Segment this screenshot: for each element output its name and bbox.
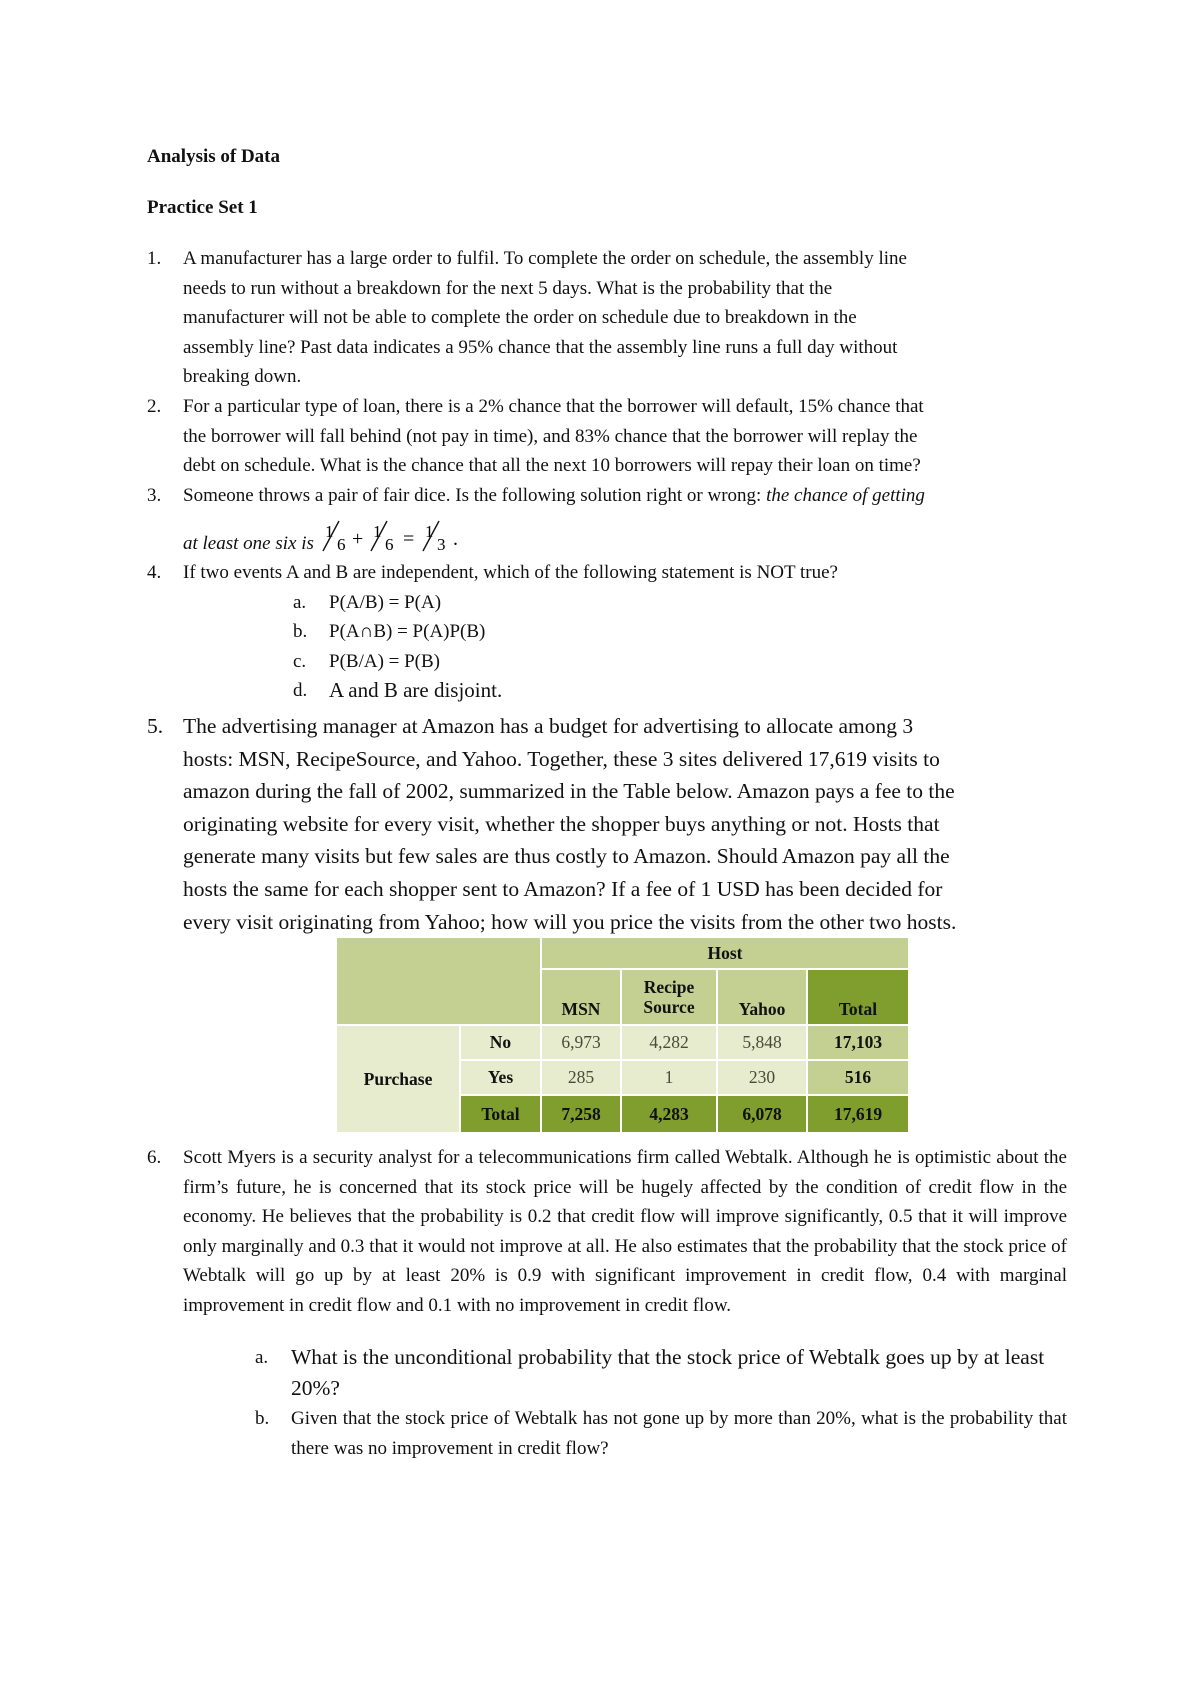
question-line: every visit originating from Yahoo; how will you price the visits from the other two hosts.	[183, 909, 957, 934]
table-total-cell: 17,103	[808, 1026, 908, 1059]
question-2	[147, 392, 1067, 481]
question-line: breaking down.	[183, 366, 302, 387]
question-line: For a particular type of loan, there is a 2% chance that the borrower will default, 15% chance that	[183, 396, 924, 417]
option-text: P(A∩B) = P(A)P(B)	[329, 621, 486, 642]
option-text: P(A/B) = P(A)	[329, 591, 442, 613]
question-line: debt on schedule. What is the chance that all the next 10 borrowers will repay their loan on time?	[183, 455, 921, 476]
formula-equals: =	[402, 527, 414, 550]
question-text: Scott Myers is a security analyst for a telecommunications firm called Webtalk. Although he is optimistic about the firm’s future, he is concerned that its stock price will be hugely affected by the condition of credit flow in the economy. He believes that the probability is 0.2 that credit flow will improve significantly, 0.5 that it will improve only marginally and 0.3 that it would not improve at all. He also estimates that the probability that the stock price of Webtalk will go up by at least 20% is 0.9 with significant improvement in credit flow, 0.4 with marginal improvement in credit flow and 0.1 with no improvement in credit flow.	[183, 1147, 1067, 1316]
table-total-cell: 516	[808, 1061, 908, 1094]
question-line: originating website for every visit, whether the shopper buys anything or not. Hosts that	[183, 811, 940, 836]
formula-plus: +	[351, 527, 363, 550]
formula-d1: 6	[336, 534, 346, 554]
question-3	[147, 481, 1067, 554]
question-number: 5.	[147, 714, 164, 738]
option-letter: d.	[293, 680, 308, 701]
formula-period: .	[452, 527, 458, 550]
question-line: hosts the same for each shopper sent to Amazon? If a fee of 1 USD has been decided for	[183, 876, 943, 901]
table-cell: 230	[718, 1061, 806, 1094]
question-1	[147, 244, 1067, 392]
question-line: the borrower will fall behind (not pay in time), and 83% chance that the borrower will replay the	[183, 425, 918, 447]
option-text: A and B are disjoint.	[329, 678, 503, 702]
option-text: P(B/A) = P(B)	[329, 650, 441, 672]
column-header-yahoo: Yahoo	[718, 970, 806, 1024]
part-a	[255, 1342, 1067, 1404]
part-letter: a.	[255, 1347, 269, 1368]
formula-n1: 1	[324, 521, 334, 541]
row-group-purchase: Purchase	[337, 1026, 459, 1132]
question-text: Someone throws a pair of fair dice. Is the following solution right or wrong:	[183, 485, 767, 506]
column-header-recipe-source: Recipe Source	[622, 970, 716, 1024]
question-text: If two events A and B are independent, which of the following statement is NOT true?	[183, 562, 838, 583]
option-d	[293, 676, 1067, 706]
question-italic-text: at least one six is	[183, 532, 314, 554]
table-total-cell: 4,283	[622, 1096, 716, 1132]
host-purchase-table	[337, 938, 908, 1132]
column-header-msn: MSN	[542, 970, 620, 1024]
table-total-cell: 6,078	[718, 1096, 806, 1132]
table-corner	[337, 938, 540, 1024]
option-a	[293, 588, 1067, 618]
document-title: Analysis of Data	[147, 146, 281, 167]
formula-d3: 3	[436, 534, 446, 554]
option-letter: a.	[293, 591, 307, 613]
question-line: needs to run without a breakdown for the next 5 days. What is the probability that the	[183, 277, 833, 299]
option-b	[293, 617, 1067, 647]
question-line: manufacturer will not be able to complete the order on schedule due to breakdown in the	[183, 307, 857, 328]
table-cell: 285	[542, 1061, 620, 1094]
formula-n3: 1	[424, 521, 434, 541]
table-cell: 6,973	[542, 1026, 620, 1059]
question-line: assembly line? Past data indicates a 95% chance that the assembly line runs a full day without	[183, 336, 898, 358]
column-header-total: Total	[808, 970, 908, 1024]
question-number: 3.	[147, 485, 162, 506]
table-total-cell: 7,258	[542, 1096, 620, 1132]
formula-n2: 1	[372, 521, 382, 541]
row-label-no: No	[461, 1026, 540, 1059]
question-6	[147, 1143, 1067, 1463]
question-line: The advertising manager at Amazon has a budget for advertising to allocate among 3	[183, 714, 914, 738]
part-text: What is the unconditional probability that the stock price of Webtalk goes up by at least 20%?	[291, 1345, 1045, 1400]
part-letter: b.	[255, 1408, 270, 1429]
row-label-yes: Yes	[461, 1061, 540, 1094]
question-line: hosts: MSN, RecipeSource, and Yahoo. Together, these 3 sites delivered 17,619 visits to	[183, 746, 940, 771]
part-b	[255, 1404, 1067, 1463]
question-italic-text: the chance of getting	[766, 485, 925, 506]
question-number: 4.	[147, 562, 162, 583]
question-4	[147, 558, 1067, 706]
table-cell: 4,282	[622, 1026, 716, 1059]
question-number: 1.	[147, 248, 162, 269]
option-letter: b.	[293, 621, 308, 642]
host-header: Host	[542, 938, 908, 968]
option-letter: c.	[293, 650, 307, 672]
part-text: Given that the stock price of Webtalk has not gone up by more than 20%, what is the probability that there was no improvement in credit flow?	[291, 1408, 1067, 1459]
question-number: 6.	[147, 1147, 162, 1168]
table-cell: 5,848	[718, 1026, 806, 1059]
row-label-total: Total	[461, 1096, 540, 1132]
table-grand-total-cell: 17,619	[808, 1096, 908, 1132]
question-number: 2.	[147, 396, 162, 417]
option-c	[293, 647, 1067, 677]
question-5	[147, 710, 1067, 938]
practice-set-heading: Practice Set 1	[147, 197, 258, 218]
table-cell: 1	[622, 1061, 716, 1094]
question-line: A manufacturer has a large order to fulfil. To complete the order on schedule, the assembly line	[183, 248, 907, 269]
question-line: generate many visits but few sales are thus costly to Amazon. Should Amazon pay all the	[183, 844, 950, 869]
formula-d2: 6	[384, 534, 394, 554]
question-line: amazon during the fall of 2002, summarized in the Table below. Amazon pays a fee to the	[183, 779, 955, 804]
